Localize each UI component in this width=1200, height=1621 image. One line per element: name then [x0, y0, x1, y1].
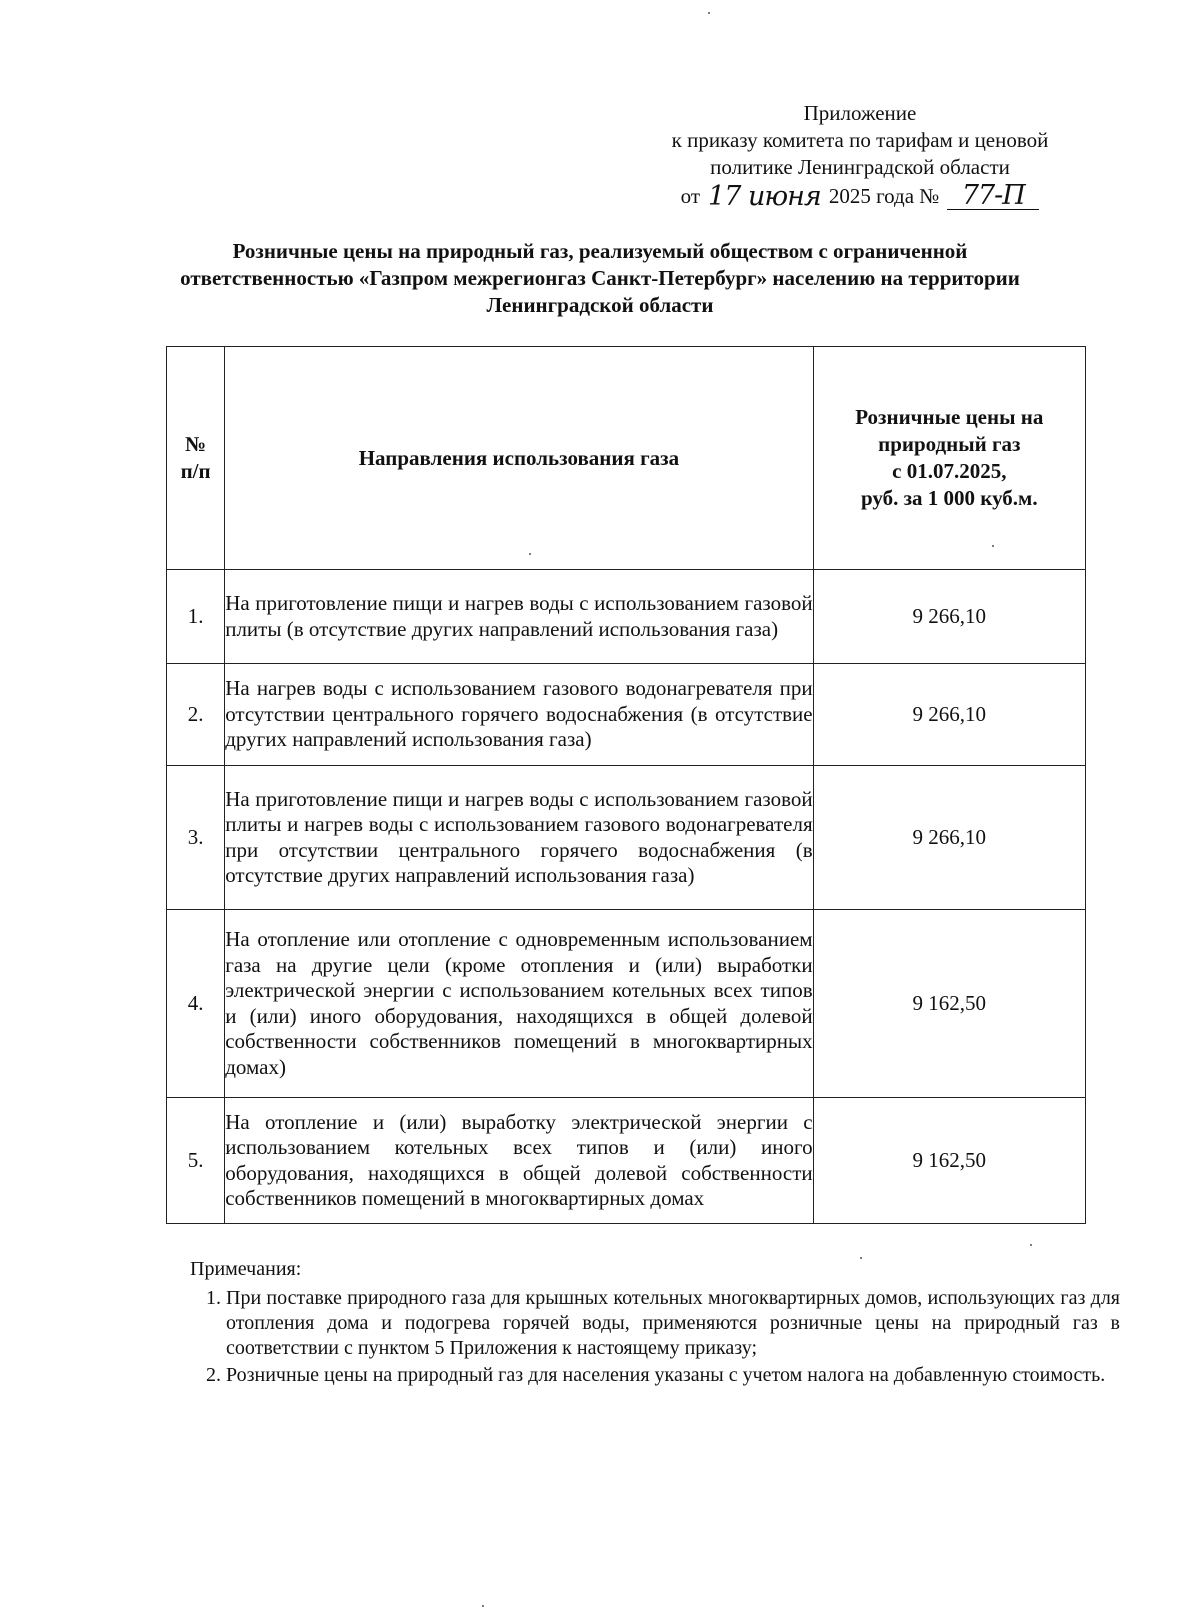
row-price: 9 162,50 [813, 1098, 1085, 1224]
note-item: 1. При поставке природного газа для крышных котельных многоквартирных домов, использующих газ для отопления дома и подогрева горячей воды, применяются розничные цены на природный газ в соответствии с пунктом 5 Приложения к настоящему приказу; [226, 1286, 1120, 1361]
document-title [110, 238, 1090, 319]
appendix-label: Приложение [803, 101, 917, 125]
header-price [813, 347, 1085, 570]
row-direction: На отопление и (или) выработку электрической энергии с использованием котельных всех типов и (или) иного оборудования, находящихся в общей долевой собственности собственников помещений в многоквартирных домах [225, 1098, 813, 1224]
scan-speck [992, 545, 994, 547]
header-price-line-2: природный газ [878, 432, 1021, 456]
notes-section [190, 1257, 1120, 1390]
table-row [167, 766, 1086, 910]
note-item: 2. Розничные цены на природный газ для населения указаны с учетом налога на добавленную стоимость. [226, 1363, 1120, 1388]
scan-speck [529, 553, 531, 555]
table-row [167, 664, 1086, 766]
notes-list [190, 1286, 1120, 1388]
appendix-order-ref: к приказу комитета по тарифам и ценовой [671, 128, 1049, 152]
row-price: 9 162,50 [813, 910, 1085, 1098]
header-number [167, 347, 225, 570]
scan-speck [1030, 1244, 1032, 1246]
handwritten-date: 17 июня [708, 181, 821, 212]
table-row [167, 570, 1086, 664]
header-price-line-3: с 01.07.2025, [892, 459, 1007, 483]
row-number: 2. [167, 664, 225, 766]
table-row [167, 910, 1086, 1098]
scan-speck [482, 1605, 484, 1607]
price-table [166, 346, 1086, 1224]
title-line-3: Ленинградской области [486, 293, 714, 317]
row-number: 1. [167, 570, 225, 664]
scan-speck [708, 12, 710, 14]
order-date-line [600, 180, 1120, 212]
header-price-line-4: руб. за 1 000 куб.м. [860, 486, 1038, 510]
row-direction: На отопление или отопление с одновременным использованием газа на другие цели (кроме отопления и (или) выработки электрической энергии с использованием котельных всех типов и (или) иного оборудования, находящихся в общей долевой собственности собственников помещений в многоквартирных домах) [225, 910, 813, 1098]
row-price: 9 266,10 [813, 570, 1085, 664]
header-price-line-1: Розничные цены на [855, 405, 1044, 429]
row-direction: На приготовление пищи и нагрев воды с использованием газовой плиты и нагрев воды с использованием газового водонагревателя при отсутствии центрального горячего водоснабжения (в отсутствие других направлений использования газа) [225, 766, 813, 910]
row-price: 9 266,10 [813, 664, 1085, 766]
handwritten-order-number: 77-П [947, 183, 1039, 210]
row-direction: На нагрев воды с использованием газового водонагревателя при отсутствии центрального горячего водоснабжения (в отсутствие других направлений использования газа) [225, 664, 813, 766]
appendix-authority: политике Ленинградской области [710, 155, 1010, 179]
order-date-prefix: от [680, 184, 701, 208]
row-direction: На приготовление пищи и нагрев воды с использованием газовой плиты (в отсутствие других направлений использования газа) [225, 570, 813, 664]
notes-heading: Примечания: [190, 1258, 302, 1280]
table-header-row [167, 347, 1086, 570]
header-direction: Направления использования газа [225, 347, 813, 570]
row-number: 4. [167, 910, 225, 1098]
row-number: 3. [167, 766, 225, 910]
title-line-2: ответственностью «Газпром межрегионгаз Санкт-Петербург» населению на территории [180, 266, 1020, 290]
header-number-sign: № [185, 432, 207, 456]
header-number-label: п/п [180, 459, 211, 483]
row-price: 9 266,10 [813, 766, 1085, 910]
table-row [167, 1098, 1086, 1224]
row-number: 5. [167, 1098, 225, 1224]
order-year-text: 2025 года № [828, 184, 940, 208]
appendix-header [600, 100, 1120, 210]
scan-speck [860, 1257, 862, 1259]
title-line-1: Розничные цены на природный газ, реализуемый обществом с ограниченной [232, 239, 968, 263]
